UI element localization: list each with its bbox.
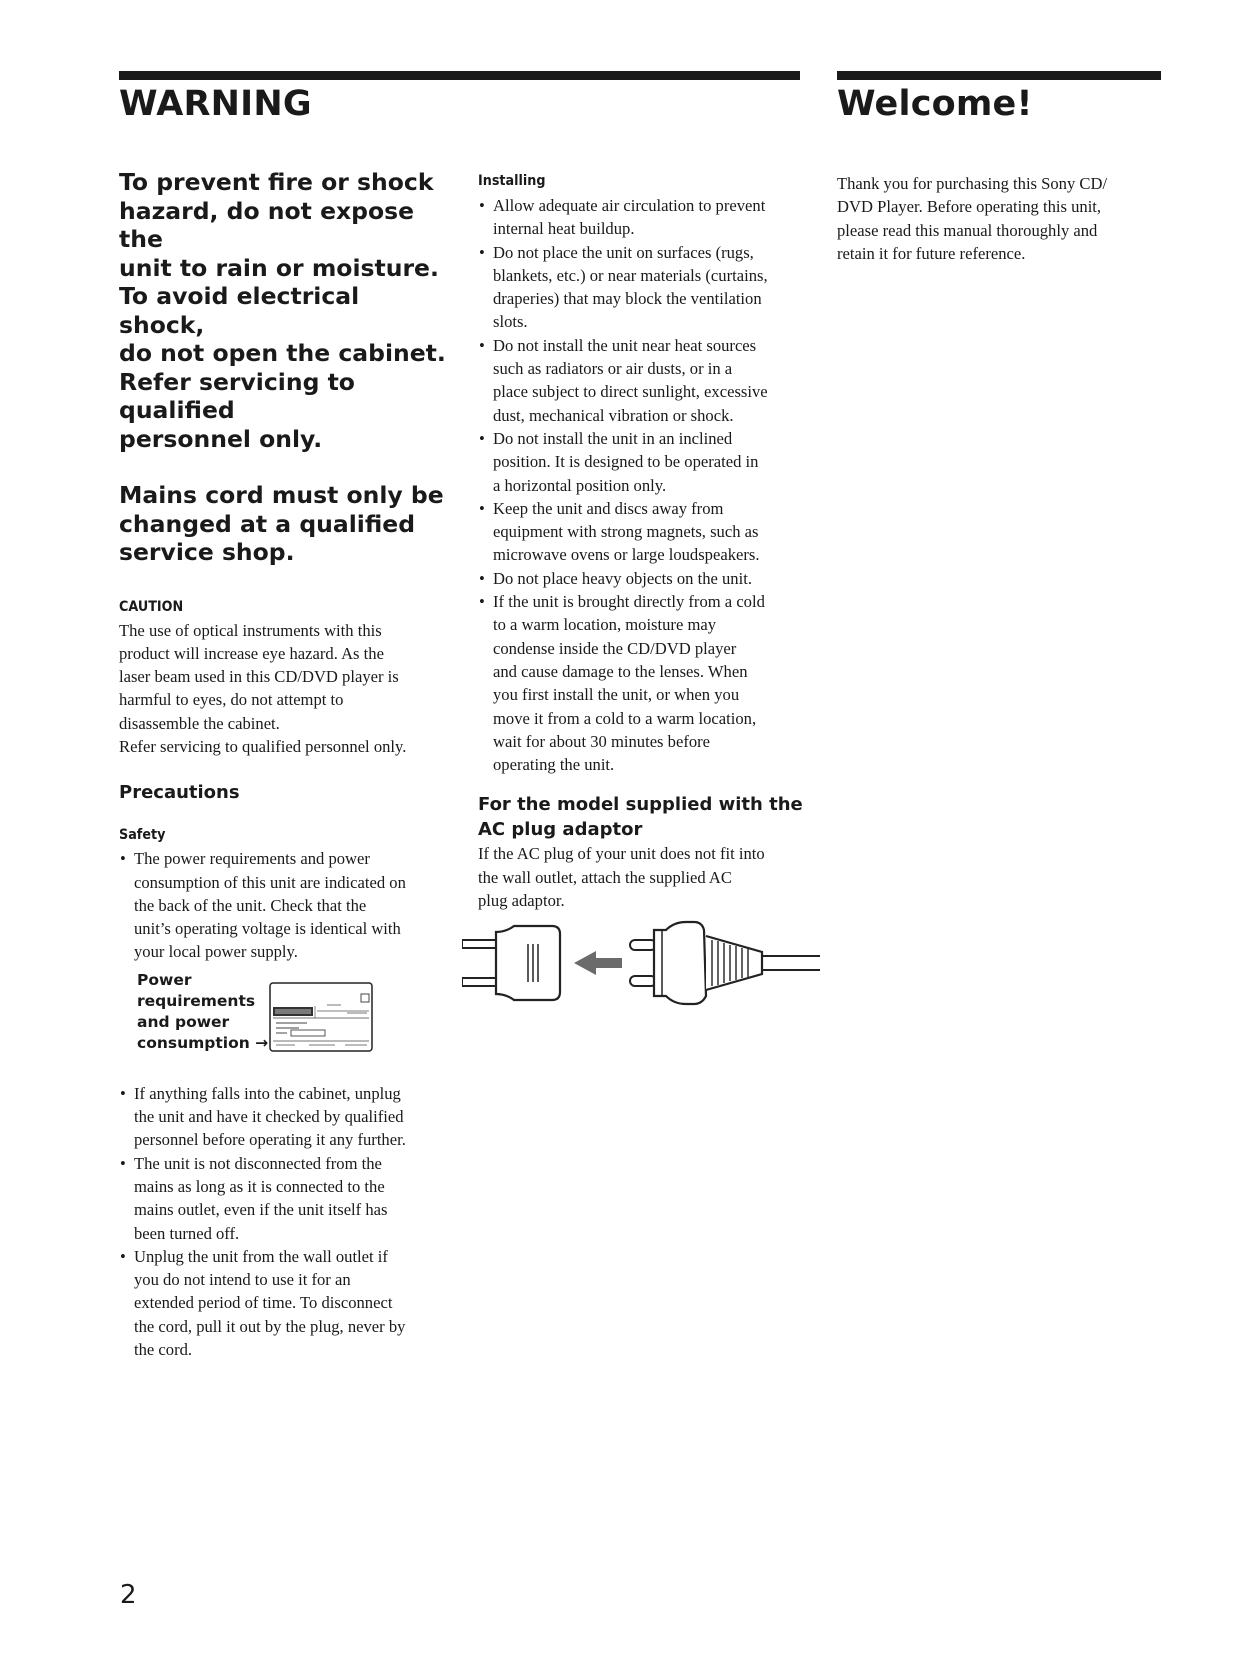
list-item: • Do not install the unit near heat sources such as radiators or air dusts, or in a place subject to direct sunlight, excessive dust, mechanical vibration or shock.	[478, 334, 818, 427]
rating-plate-illustration	[269, 982, 373, 1052]
list-item: • If the unit is brought directly from a cold to a warm location, moisture may condense inside the CD/DVD player and cause damage to the lenses. When you first install the unit, or when you move it from a cold to a warm location, wait for about 30 minutes before operating the unit.	[478, 590, 818, 776]
page-number: 2	[120, 1580, 137, 1610]
precautions-title: Precautions	[119, 782, 240, 804]
list-item: • Do not install the unit in an inclined position. It is designed to be operated in a horizontal position only.	[478, 427, 818, 497]
list-item: • Do not place heavy objects on the unit.	[478, 567, 818, 590]
middle-column	[478, 171, 818, 912]
installing-list	[478, 194, 818, 776]
power-label-caption: Power requirements and power consumption →	[137, 970, 269, 1052]
mains-cord-warning: Mains cord must only be changed at a qualified service shop.	[119, 481, 444, 566]
list-item: • Unplug the unit from the wall outlet if you do not intend to use it for an extended period of time. To disconnect the cord, pull it out by the plug, never by the cord.	[119, 1245, 449, 1361]
ac-plug-adaptor-illustration	[462, 918, 822, 1008]
caution-title: CAUTION	[119, 598, 184, 615]
ac-adaptor-title: For the model supplied with the AC plug adaptor	[478, 794, 803, 841]
welcome-heading: Welcome!	[837, 84, 1033, 124]
list-item: • Keep the unit and discs away from equipment with strong magnets, such as microwave ovens or large loudspeakers.	[478, 497, 818, 567]
ac-adaptor-text: If the AC plug of your unit does not fit into the wall outlet, attach the supplied AC plug adaptor.	[478, 844, 765, 911]
caution-text: The use of optical instruments with this product will increase eye hazard. As the laser beam used in this CD/DVD player is harmful to eyes, do not attempt to disassemble the cabinet. Refer servicing to qualified personnel only.	[119, 620, 407, 756]
safety-title: Safety	[119, 827, 166, 844]
installing-title: Installing	[478, 173, 546, 189]
left-column	[119, 168, 449, 1361]
fire-shock-warning: To prevent fire or shock hazard, do not expose the unit to rain or moisture. To avoid electrical shock, do not open the cabinet. Refer servicing to qualified personnel only.	[119, 168, 446, 453]
safety-list	[119, 847, 449, 963]
heading-rule-right	[837, 71, 1161, 80]
welcome-text: Thank you for purchasing this Sony CD/ DVD Player. Before operating this unit, please read this manual thoroughly and retain it for future reference.	[837, 174, 1108, 263]
list-item: • Allow adequate air circulation to prevent internal heat buildup.	[478, 194, 818, 241]
list-item: • If anything falls into the cabinet, unplug the unit and have it checked by qualified personnel before operating it any further.	[119, 1082, 449, 1152]
list-item: • The power requirements and power consumption of this unit are indicated on the back of the unit. Check that the unit’s operating voltage is identical with your local power supply.	[119, 847, 449, 963]
safety-list-more	[119, 1082, 449, 1362]
list-item: • Do not place the unit on surfaces (rugs, blankets, etc.) or near materials (curtains, draperies) that may block the ventilation slots.	[478, 241, 818, 334]
warning-heading: WARNING	[119, 84, 312, 124]
power-label-figure	[119, 970, 449, 1080]
list-item: • The unit is not disconnected from the mains as long as it is connected to the mains outlet, even if the unit itself has been turned off.	[119, 1152, 449, 1245]
heading-rule-left	[119, 71, 800, 80]
